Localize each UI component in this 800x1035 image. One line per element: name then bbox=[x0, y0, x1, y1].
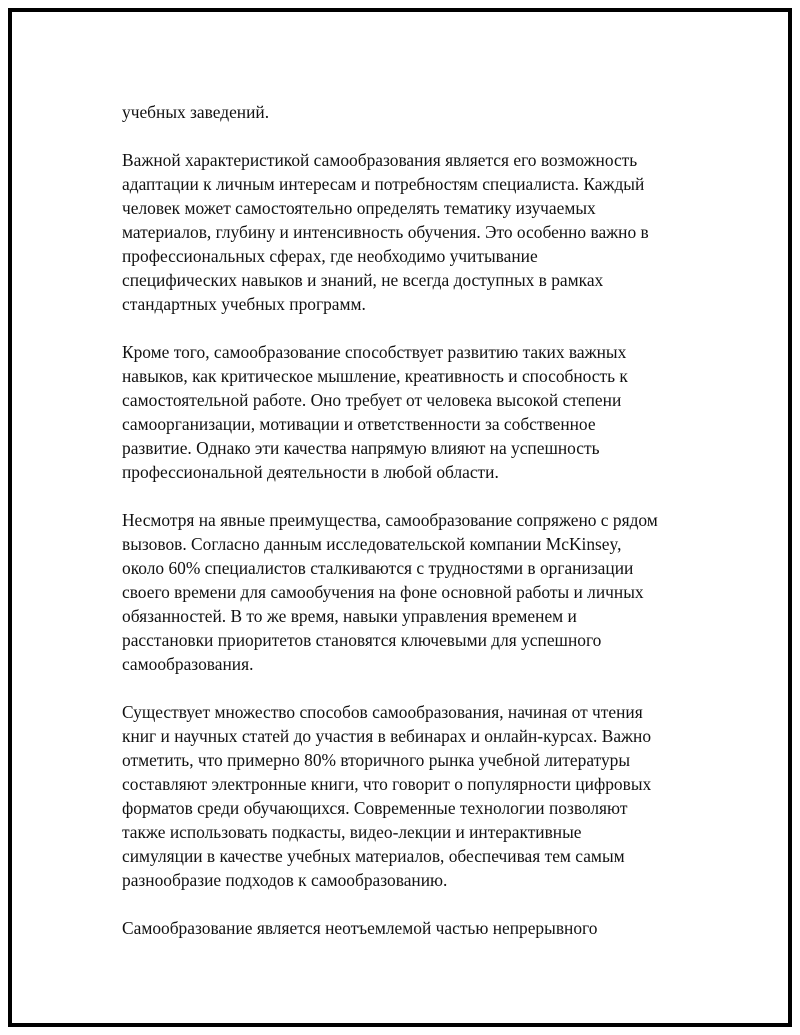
text-line: материалов, глубину и интенсивность обучения. Это особенно важно в bbox=[122, 222, 649, 242]
page-frame bbox=[8, 8, 792, 1027]
text-line: стандартных учебных программ. bbox=[122, 294, 366, 314]
text-line: Самообразование является неотъемлемой частью непрерывного bbox=[122, 918, 598, 938]
text-line: Важной характеристикой самообразования является его возможность bbox=[122, 150, 638, 170]
text-line: своего времени для самообучения на фоне основной работы и личных bbox=[122, 582, 644, 602]
text-line: специфических навыков и знаний, не всегда доступных в рамках bbox=[122, 270, 604, 290]
text-line: самоорганизации, мотивации и ответственности за собственное bbox=[122, 414, 596, 434]
text-line: развитие. Однако эти качества напрямую влияют на успешность bbox=[122, 438, 600, 458]
paragraph bbox=[122, 100, 702, 124]
paragraph bbox=[122, 916, 702, 940]
document-body bbox=[122, 100, 702, 964]
text-line: навыков, как критическое мышление, креативность и способность к bbox=[122, 366, 628, 386]
text-line: адаптации к личным интересам и потребностям специалиста. Каждый bbox=[122, 174, 645, 194]
text-line: самообразования. bbox=[122, 654, 254, 674]
text-line: около 60% специалистов сталкиваются с трудностями в организации bbox=[122, 558, 634, 578]
text-line: вызовов. Согласно данным исследовательской компании McKinsey, bbox=[122, 534, 622, 554]
text-line: Несмотря на явные преимущества, самообразование сопряжено с рядом bbox=[122, 510, 658, 530]
text-line: отметить, что примерно 80% вторичного рынка учебной литературы bbox=[122, 750, 631, 770]
paragraph bbox=[122, 508, 702, 676]
text-line: человек может самостоятельно определять тематику изучаемых bbox=[122, 198, 596, 218]
text-line: составляют электронные книги, что говорит о популярности цифровых bbox=[122, 774, 652, 794]
text-line: обязанностей. В то же время, навыки управления временем и bbox=[122, 606, 577, 626]
paragraph bbox=[122, 148, 702, 316]
text-line: самостоятельной работе. Оно требует от человека высокой степени bbox=[122, 390, 622, 410]
text-line: Существует множество способов самообразования, начиная от чтения bbox=[122, 702, 643, 722]
text-line: расстановки приоритетов становятся ключевыми для успешного bbox=[122, 630, 602, 650]
text-line: форматов среди обучающихся. Современные технологии позволяют bbox=[122, 798, 628, 818]
text-line: профессиональных сферах, где необходимо учитывание bbox=[122, 246, 538, 266]
text-line: книг и научных статей до участия в вебинарах и онлайн-курсах. Важно bbox=[122, 726, 652, 746]
text-line: учебных заведений. bbox=[122, 102, 270, 122]
text-line: также использовать подкасты, видео-лекции и интерактивные bbox=[122, 822, 582, 842]
text-line: симуляции в качестве учебных материалов, обеспечивая тем самым bbox=[122, 846, 625, 866]
paragraph bbox=[122, 340, 702, 484]
paragraph bbox=[122, 700, 702, 892]
text-line: профессиональной деятельности в любой области. bbox=[122, 462, 499, 482]
text-line: разнообразие подходов к самообразованию. bbox=[122, 870, 448, 890]
text-line: Кроме того, самообразование способствует развитию таких важных bbox=[122, 342, 627, 362]
